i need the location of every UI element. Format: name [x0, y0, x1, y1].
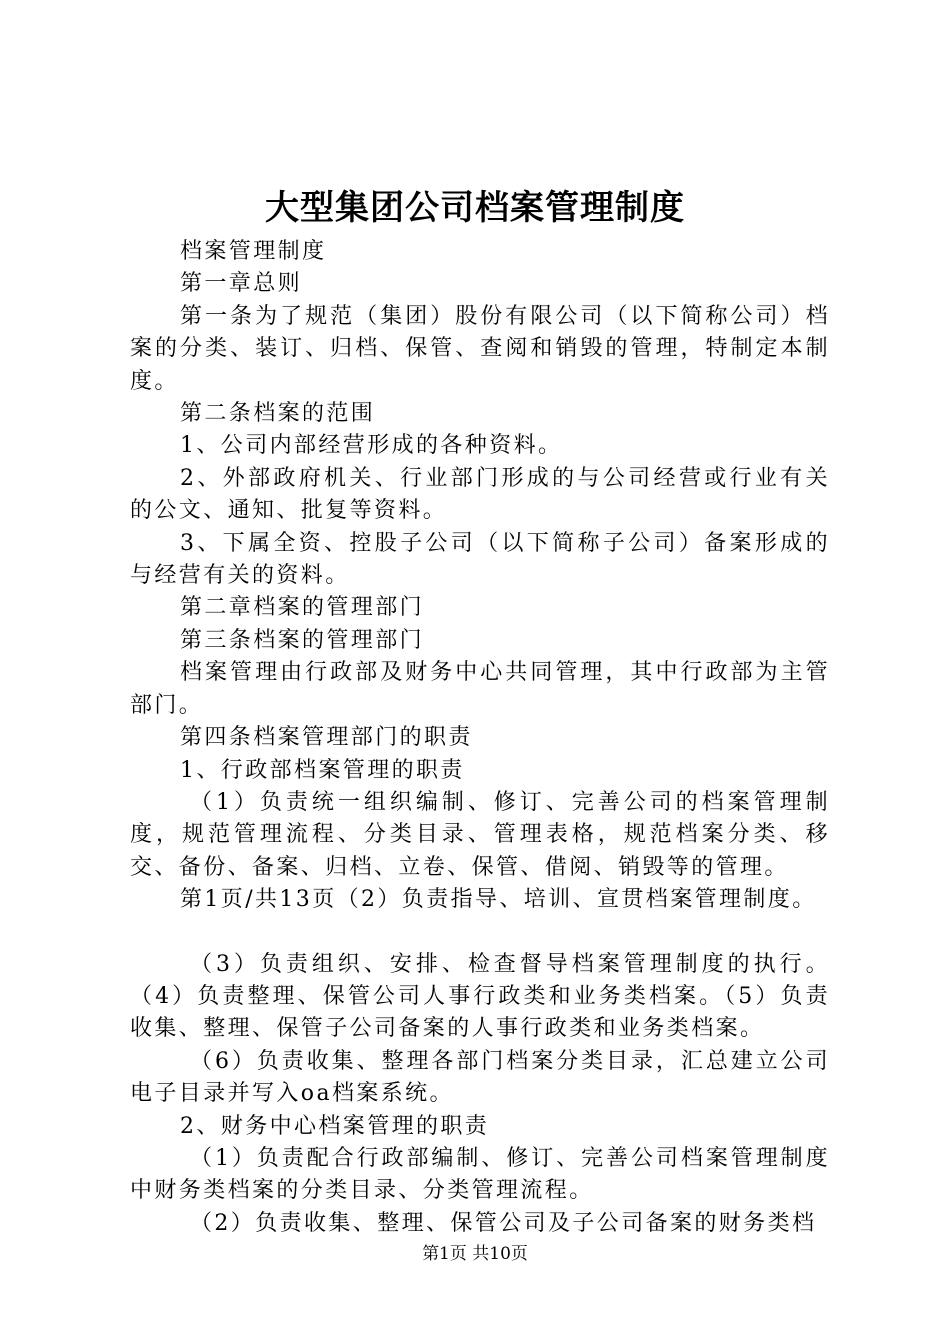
page-footer: 第1页 共10页 — [422, 1244, 528, 1264]
list-item: 2、财务中心档案管理的职责 — [180, 1113, 490, 1139]
paragraph: 第1页/共13页（2）负责指导、培训、宣贯档案管理制度。 — [180, 887, 817, 913]
article-heading: 第二条档案的范围 — [180, 401, 376, 427]
list-item: （1）负责配合行政部编制、修订、完善公司档案管理制度中财务类档案的分类目录、分类管理流程。 — [130, 1145, 830, 1204]
chapter-heading: 第一章总则 — [180, 271, 303, 297]
blank-line — [130, 917, 830, 949]
list-item: （6）负责收集、整理各部门档案分类目录，汇总建立公司电子目录并写入oa档案系统。 — [130, 1048, 830, 1107]
list-item: （3）负责组织、安排、检查督导档案管理制度的执行。（4）负责整理、保管公司人事行政类和业务类档案。（5）负责收集、整理、保管子公司备案的人事行政类和业务类档案。 — [130, 951, 830, 1042]
chapter-heading: 第二章档案的管理部门 — [180, 595, 425, 621]
paragraph: 第一条为了规范（集团）股份有限公司（以下简称公司）档案的分类、装订、归档、保管、查阅和销毁的管理，特制定本制度。 — [130, 303, 830, 394]
paragraph: 档案管理由行政部及财务中心共同管理，其中行政部为主管部门。 — [130, 660, 830, 718]
list-item: 1、行政部档案管理的职责 — [180, 757, 465, 783]
list-item: 2、外部政府机关、行业部门形成的与公司经营或行业有关的公文、通知、批复等资料。 — [130, 465, 830, 524]
article-heading: 第三条档案的管理部门 — [180, 627, 425, 653]
document-body — [130, 236, 830, 1240]
list-item: 1、公司内部经营形成的各种资料。 — [180, 433, 563, 459]
list-item: （1）负责统一组织编制、修订、完善公司的档案管理制度，规范管理流程、分类目录、管理表格，规范档案分类、移交、备份、备案、归档、立卷、保管、借阅、销毁等的管理。 — [130, 789, 830, 880]
document-title: 大型集团公司档案管理制度 — [265, 188, 685, 228]
list-item: （2）负责收集、整理、保管公司及子公司备案的财务类档 — [190, 1210, 817, 1236]
article-heading: 第四条档案管理部门的职责 — [180, 725, 473, 751]
list-item: 3、下属全资、控股子公司（以下简称子公司）备案形成的与经营有关的资料。 — [130, 530, 830, 589]
paragraph: 档案管理制度 — [180, 239, 327, 264]
